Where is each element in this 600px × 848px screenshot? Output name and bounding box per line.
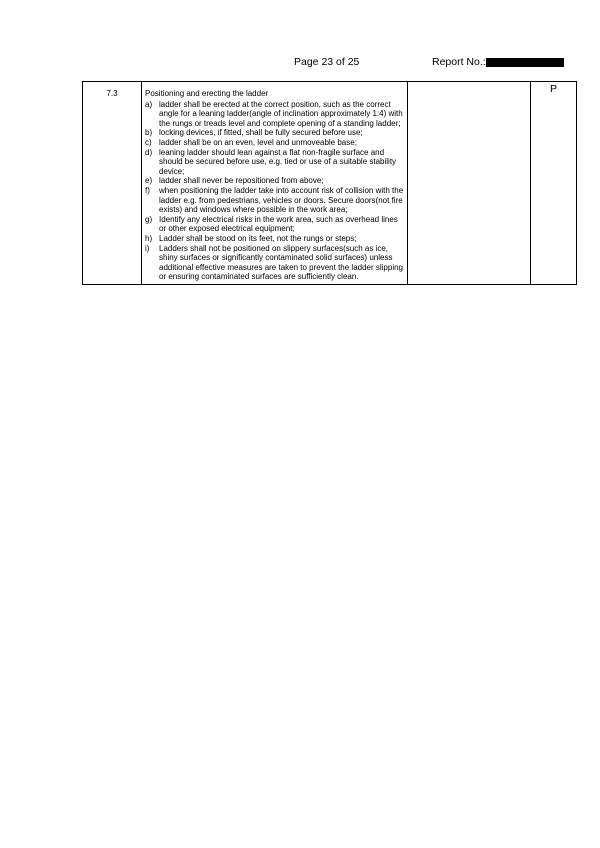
list-item [145,100,405,129]
list-item [145,215,405,234]
list-item-text: Ladders shall not be positioned on slippery surfaces(such as ice, shiny surfaces or significantly contaminated solid surfaces) unless additional effective measures are taken to prevent the ladder slipping or ensuring contaminated surfaces are sufficiently clean. [159,243,404,282]
list-item-text: Ladder shall be stood on its feet, not the rungs or steps; [159,233,357,243]
page-header [0,56,600,72]
table-row [83,82,577,285]
redacted-report-number [486,58,564,67]
list-marker: a) [145,99,153,109]
report-number-label: Report No.: [432,56,486,68]
list-item-text: ladder shall never be repositioned from above; [159,176,324,186]
requirement-cell [142,82,408,285]
list-marker: c) [145,137,152,147]
list-marker: g) [145,214,153,224]
list-item [145,138,405,148]
list-item-text: ladder shall be on an even, level and unmoveable base; [159,137,357,147]
requirement-title: Positioning and erecting the ladder [145,89,269,98]
list-item-text: ladder shall be erected at the correct position, such as the correct angle for a leaning ladder(angle of inclination approximately 1:4) with the rungs or treads level and complete opening of a standing ladder; [159,99,403,128]
clause-table [82,81,577,285]
list-item [145,128,405,138]
page-number: Page 23 of 25 [294,56,360,68]
list-marker: e) [145,176,153,186]
clause-number: 7.3 [83,82,142,285]
list-item [145,234,405,244]
list-item-text: when positioning the ladder take into account risk of collision with the ladder e.g. from pedestrians, vehicles or doors. Secure doors(not fire exists) and windows where possible in the work area; [159,185,404,215]
list-marker: d) [145,147,153,157]
list-marker: b) [145,128,153,138]
list-marker: h) [145,233,153,243]
list-item [145,176,405,186]
list-item [145,186,405,215]
verdict-cell: P [531,82,577,285]
list-item-text: leaning ladder should lean against a flat non-fragile surface and should be secured before use, e.g. tied or use of a suitable stability device; [159,147,397,176]
result-cell [408,82,531,285]
list-item [145,244,405,282]
list-marker: f) [145,185,150,195]
list-marker: i) [145,243,150,253]
list-item [145,148,405,177]
requirement-list [145,100,405,282]
list-item-text: Identify any electrical risks in the work area, such as overhead lines or other exposed electrical equipment; [159,214,398,234]
list-item-text: locking devices, if fitted, shall be fully secured before use; [159,128,363,138]
